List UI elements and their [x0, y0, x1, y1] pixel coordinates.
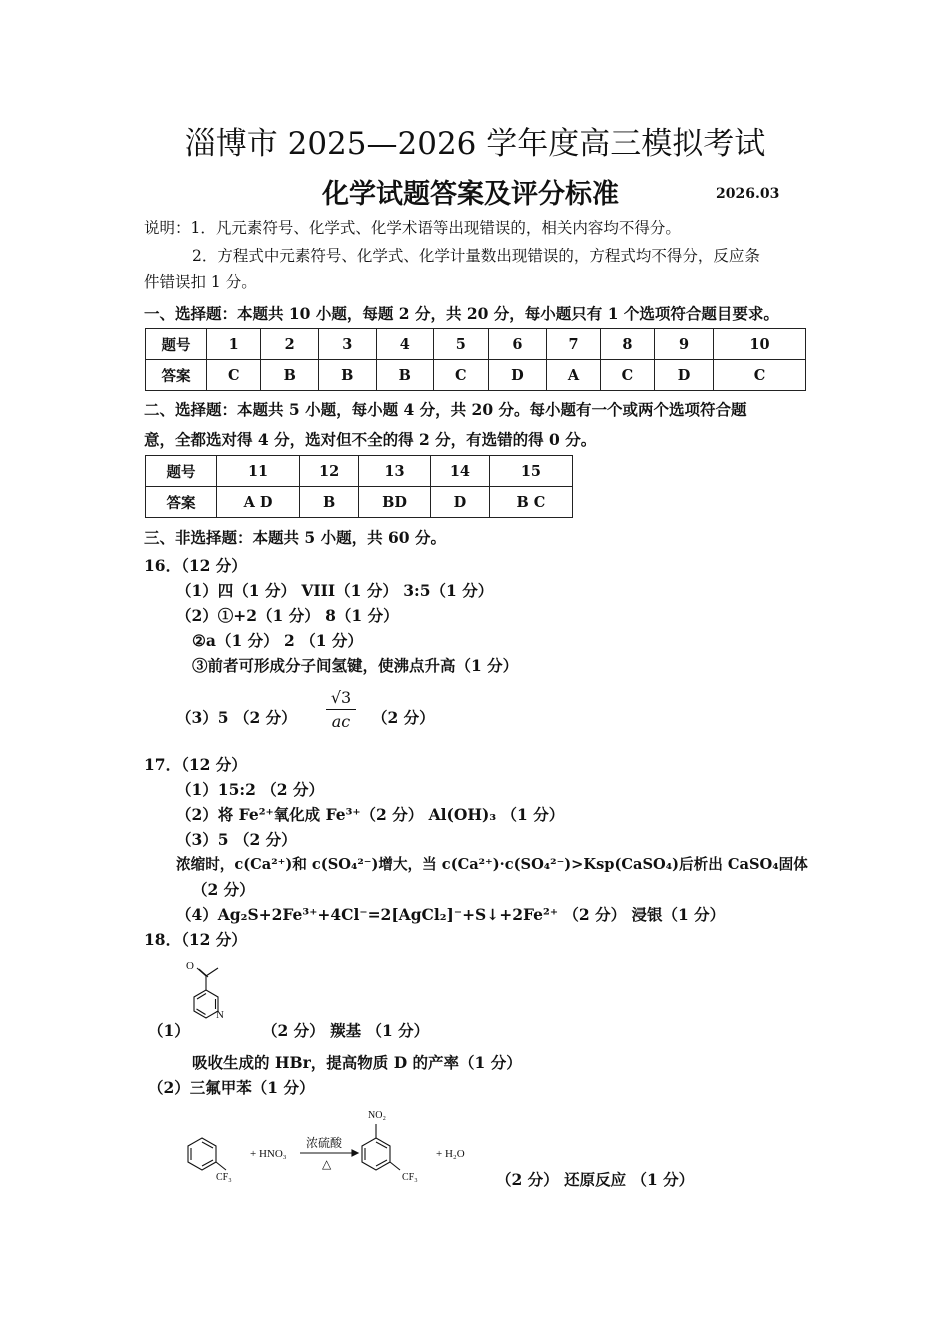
section2-answer-table [145, 455, 573, 518]
question-number-cell: 12 [300, 456, 359, 487]
q16-line-4: ③前者可形成分子间氢键，使沸点升高（1 分） [192, 656, 519, 675]
row-label: 题号 [146, 329, 207, 360]
answer-cell: B [261, 360, 319, 391]
nitration-reaction-scheme [170, 1100, 490, 1192]
nitrogen-label: N [216, 1009, 224, 1021]
section2-heading-line1: 二、选择题：本题共 5 小题，每小题 4 分，共 20 分。每小题有一个或两个选项符合题 [144, 400, 747, 419]
question-number-cell: 14 [430, 456, 489, 487]
q16-line-5a: （3）5 （2 分） [176, 708, 297, 727]
table-row-answers [146, 487, 573, 518]
answer-cell: B [318, 360, 376, 391]
q18-part2: （2）三氟甲苯（1 分） [148, 1078, 315, 1097]
question-number-cell: 4 [376, 329, 434, 360]
q17-heading: 17．（12 分） [144, 755, 247, 774]
table-row-numbers [146, 456, 573, 487]
answer-cell: B C [489, 487, 572, 518]
q16-line-3: ②a（1 分） 2 （1 分） [192, 631, 363, 650]
answer-cell: D [655, 360, 714, 391]
q18-part1-line2: 吸收生成的 HBr，提高物质 D 的产率（1 分） [192, 1053, 522, 1072]
h2o-label: + H₂O [436, 1148, 465, 1160]
fraction-sqrt3-over-ac [326, 688, 356, 731]
question-number-cell: 13 [359, 456, 431, 487]
row-label: 答案 [146, 487, 217, 518]
note-line-2: 2．方程式中元素符号、化学式、化学计量数出现错误的，方程式均不得分，反应条 [192, 247, 760, 265]
answer-cell: B [376, 360, 434, 391]
answer-cell: A [547, 360, 600, 391]
table-row-numbers [146, 329, 806, 360]
q18-scheme-tail: （2 分） 还原反应 （1 分） [496, 1170, 695, 1189]
answer-cell: B [300, 487, 359, 518]
question-number-cell: 5 [434, 329, 488, 360]
q16-line-5b: （2 分） [372, 708, 435, 727]
q17-line-6: （4）Ag₂S+2Fe³⁺+4Cl⁻=2[AgCl₂]⁻+S↓+2Fe²⁺ （2 分） 浸银（1 分） [176, 905, 726, 924]
question-number-cell: 1 [207, 329, 261, 360]
cf3-product-label: CF₃ [402, 1172, 418, 1183]
note-line-1: 说明：1．凡元素符号、化学式、化学术语等出现错误的，相关内容均不得分。 [144, 219, 681, 237]
section2-heading-line2: 意，全都选对得 4 分，选对但不全的得 2 分，有选错的得 0 分。 [144, 430, 597, 449]
q18-part1-text: （2 分） 羰基 （1 分） [262, 1021, 430, 1040]
question-number-cell: 7 [547, 329, 600, 360]
answer-cell: BD [359, 487, 431, 518]
section1-answer-table [145, 328, 806, 391]
q17-line-5: （2 分） [192, 880, 255, 899]
row-label: 题号 [146, 456, 217, 487]
row-label: 答案 [146, 360, 207, 391]
q16-line-1: （1）四（1 分） VIII（1 分） 3:5（1 分） [176, 581, 494, 600]
question-number-cell: 11 [217, 456, 300, 487]
question-number-cell: 15 [489, 456, 572, 487]
exam-date: 2026.03 [716, 186, 780, 202]
answer-cell: C [713, 360, 805, 391]
section3-heading: 三、非选择题：本题共 5 小题，共 60 分。 [144, 528, 446, 547]
table-row-answers [146, 360, 806, 391]
question-number-cell: 6 [488, 329, 547, 360]
q16-line-2: （2）①+2（1 分） 8（1 分） [176, 606, 399, 625]
cf3-label: CF₃ [216, 1172, 232, 1183]
hno3-label: + HNO₃ [250, 1148, 287, 1160]
answer-cell: C [434, 360, 488, 391]
q17-line-3: （3）5 （2 分） [176, 830, 297, 849]
answer-cell: D [430, 487, 489, 518]
no2-label: NO₂ [368, 1110, 386, 1121]
q17-line-1: （1）15:2 （2 分） [176, 780, 324, 799]
heat-label: △ [322, 1157, 332, 1171]
oxygen-label: O [186, 960, 194, 972]
q17-line-4: 浓缩时，c(Ca²⁺)和 c(SO₄²⁻)增大，当 c(Ca²⁺)·c(SO₄²⁻)>Ksp(CaSO₄)后析出 CaSO₄固体 [176, 856, 808, 873]
note-line-3: 件错误扣 1 分。 [144, 273, 257, 291]
fraction-denominator: ac [331, 712, 351, 731]
q16-heading: 16．（12 分） [144, 556, 247, 575]
question-number-cell: 3 [318, 329, 376, 360]
catalyst-label: 浓硫酸 [306, 1136, 343, 1150]
question-number-cell: 8 [600, 329, 654, 360]
answer-cell: C [600, 360, 654, 391]
question-number-cell: 9 [655, 329, 714, 360]
answer-cell: D [488, 360, 547, 391]
question-number-cell: 2 [261, 329, 319, 360]
question-number-cell: 10 [713, 329, 805, 360]
q18-heading: 18．（12 分） [144, 930, 247, 949]
page-title: 淄博市 2025—2026 学年度高三模拟考试 [184, 126, 766, 162]
q17-line-2: （2）将 Fe²⁺氧化成 Fe³⁺（2 分） Al(OH)₃ （1 分） [176, 805, 565, 824]
page-subtitle: 化学试题答案及评分标准 [322, 179, 619, 210]
q18-part1-label: （1） [148, 1021, 190, 1040]
answer-cell: C [207, 360, 261, 391]
fraction-numerator: √3 [326, 688, 356, 710]
section1-heading: 一、选择题：本题共 10 小题，每题 2 分，共 20 分，每小题只有 1 个选项符合题目要求。 [144, 304, 779, 323]
answer-cell: A D [217, 487, 300, 518]
